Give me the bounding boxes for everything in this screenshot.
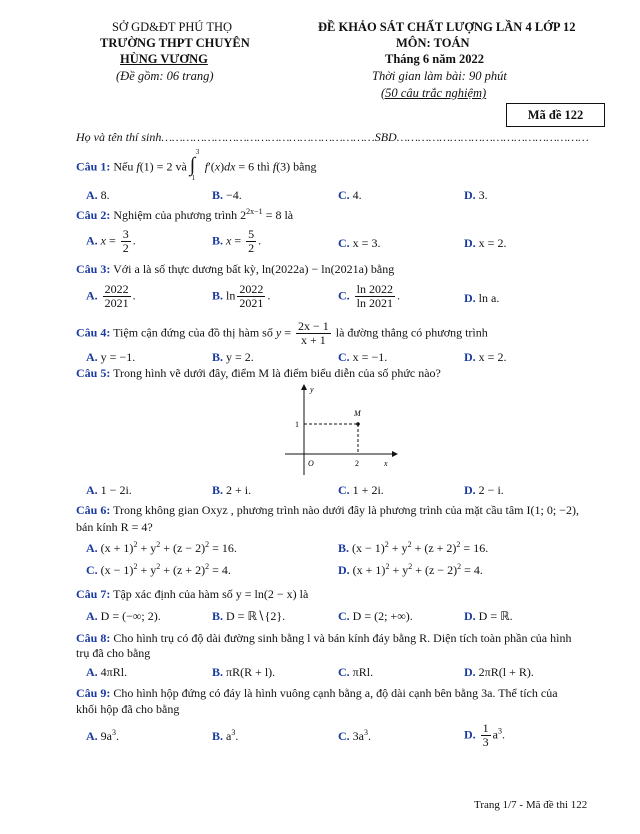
exam-title: ĐỀ KHẢO SÁT CHẤT LƯỢNG LẦN 4 LỚP 12 — [318, 20, 576, 34]
q2-option-a[interactable]: A. x = $\frac{3}{2}$ . — [86, 227, 136, 255]
question-8: Câu 8: Cho hình trụ có độ dài đường sinh bằng l và bán kính đáy bằng R. Diện tích toàn phần của hình — [76, 631, 572, 645]
question-8-line2: trụ đã cho bằng — [76, 646, 151, 660]
q9-option-a[interactable]: A. $9a^3$. — [86, 728, 119, 743]
question-1-label: Câu 1: — [76, 159, 111, 174]
question-3: Câu 3: Với a là số thực dương bất kỳ, ln(2022a) − ln(2021a) bằng — [76, 262, 395, 276]
q5-option-d[interactable]: D. 2 − i. — [464, 483, 504, 497]
q7-option-a[interactable]: A. D = (−∞; 2). — [86, 609, 161, 623]
question-count: (50 câu trắc nghiệm) — [381, 86, 487, 100]
page-footer: Trang 1/7 - Mã đề thi 122 — [474, 799, 588, 811]
question-9: Câu 9: Cho hình hộp đứng có đáy là hình vuông cạnh bằng a, độ dài cạnh bên bằng 3a. Thể tích của — [76, 686, 558, 700]
subject: MÔN: TOÁN — [396, 36, 470, 50]
school-name-2: HÙNG VƯƠNG — [120, 52, 208, 66]
q7-option-d[interactable]: D. D = ℝ. — [464, 609, 513, 623]
y-axis-arrow — [301, 384, 307, 390]
page-count: (Đề gồm: 06 trang) — [116, 69, 214, 83]
complex-plane-graph — [280, 380, 400, 480]
question-5: Câu 5: Trong hình vẽ dưới đây, điểm M là điểm biểu diễn của số phức nào? — [76, 366, 441, 380]
q6-option-a[interactable]: A. $(x + 1)^2 + y^2 + (z - 2)^2 = 16$. — [86, 540, 237, 555]
exam-date: Tháng 6 năm 2022 — [385, 52, 484, 66]
q3-option-a[interactable]: A. $\frac{2022}{2021}$ . — [86, 282, 136, 310]
origin-label: O — [308, 459, 314, 468]
q5-option-a[interactable]: A. 1 − 2i. — [86, 483, 132, 497]
question-9-line2: khối hộp đã cho bằng — [76, 702, 180, 716]
q8-option-a[interactable]: A. 4πRl. — [86, 665, 128, 679]
x-axis-label: x — [384, 459, 388, 468]
q8-option-d[interactable]: D. 2πR(l + R). — [464, 665, 534, 679]
question-6: Câu 6: Trong không gian Oxyz , phương trình nào dưới đây là phương trình của mặt cầu tâm I(1; 0; −2), — [76, 503, 579, 517]
q4-option-d[interactable]: D. x = 2. — [464, 350, 507, 364]
exam-code-box — [506, 103, 605, 127]
q6-option-c[interactable]: C. $(x - 1)^2 + y^2 + (z + 2)^2 = 4$. — [86, 562, 231, 577]
q8-option-b[interactable]: B. πR(R + l). — [212, 665, 276, 679]
question-2: Câu 2: Nghiệm của phương trình $2^{2x-1} = 8$ là — [76, 207, 294, 222]
question-4: Câu 4: Tiệm cận đứng của đồ thị hàm số y = $\frac{2x - 1}{x + 1}$ là đường thẳng có phương trình — [76, 319, 488, 347]
department-name: SỞ GD&ĐT PHÚ THỌ — [112, 20, 233, 34]
exam-duration: Thời gian làm bài: 90 phút — [372, 69, 507, 83]
question-6-line2: bán kính R = 4? — [76, 520, 153, 534]
x-axis-arrow — [392, 451, 398, 457]
student-info-line: Họ và tên thí sinh……………………………………………………SBD……………………………………………… — [76, 130, 589, 144]
q3-option-d[interactable]: D. ln a. — [464, 291, 500, 305]
q2-option-d[interactable]: D. x = 2. — [464, 236, 507, 250]
q3-option-b[interactable]: B. ln $\frac{2022}{2021}$ . — [212, 282, 271, 310]
q8-option-c[interactable]: C. πRl. — [338, 665, 374, 679]
q4-option-a[interactable]: A. y = −1. — [86, 350, 136, 364]
q1-option-a[interactable]: A. 8. — [86, 188, 110, 202]
q5-option-c[interactable]: C. 1 + 2i. — [338, 483, 384, 497]
q1-option-b[interactable]: B. −4. — [212, 188, 242, 202]
tick-y-label: 1 — [295, 420, 299, 429]
q3-option-c[interactable]: C. $\frac{\ln 2022}{\ln 2021}$ . — [338, 282, 401, 310]
q7-option-c[interactable]: C. D = (2; +∞). — [338, 609, 413, 623]
q7-option-b[interactable]: B. D = ℝ∖{2}. — [212, 609, 286, 623]
q2-option-b[interactable]: B. x = $\frac{5}{2}$ . — [212, 227, 262, 255]
q9-option-d[interactable]: D. $\frac{1}{3}$ $a^3$. — [464, 721, 505, 749]
q1-option-d[interactable]: D. 3. — [464, 188, 488, 202]
q9-option-b[interactable]: B. $a^3$. — [212, 728, 239, 743]
q4-option-b[interactable]: B. y = 2. — [212, 350, 254, 364]
exam-code: Mã đề 122 — [527, 107, 584, 122]
q9-option-c[interactable]: C. $3a^3$. — [338, 728, 371, 743]
tick-x-label: 2 — [355, 459, 359, 468]
point-m-label: M — [354, 409, 361, 418]
question-1: Câu 1: Nếu f(1) = 2 và ∫ 3 1 f′(x)dx = 6 thì f(3) bằng — [76, 148, 317, 182]
school-name: TRƯỜNG THPT CHUYÊN — [100, 36, 250, 50]
point-m — [356, 422, 360, 426]
y-axis-label: y — [310, 385, 314, 394]
q2-option-c[interactable]: C. x = 3. — [338, 236, 381, 250]
q4-option-c[interactable]: C. x = −1. — [338, 350, 388, 364]
q1-option-c[interactable]: C. 4. — [338, 188, 362, 202]
q5-option-b[interactable]: B. 2 + i. — [212, 483, 252, 497]
question-7: Câu 7: Tập xác định của hàm số y = ln(2 − x) là — [76, 587, 309, 601]
q6-option-d[interactable]: D. $(x + 1)^2 + y^2 + (z - 2)^2 = 4$. — [338, 562, 483, 577]
q6-option-b[interactable]: B. $(x - 1)^2 + y^2 + (z + 2)^2 = 16$. — [338, 540, 489, 555]
